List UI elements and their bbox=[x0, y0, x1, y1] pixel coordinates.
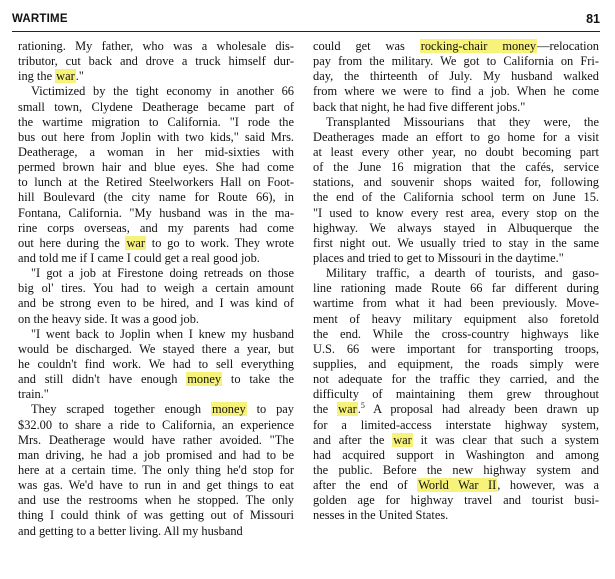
text-line bbox=[18, 327, 294, 342]
footnote-marker: 5 bbox=[360, 401, 365, 411]
line-text: thing I could think of was getting out of Missouri bbox=[18, 508, 294, 523]
text-line bbox=[313, 54, 599, 69]
text-line bbox=[18, 175, 294, 190]
line-text-tail: A proposal had already been drawn up bbox=[364, 402, 599, 417]
highlighted-term: World War II bbox=[418, 478, 497, 493]
line-text: the end of the California school term on June 15. bbox=[313, 190, 599, 205]
line-text: he couldn't find work. We had to sell everything bbox=[18, 356, 294, 371]
line-text: Fontana, California. "My husband was in the ma- bbox=[18, 205, 294, 220]
text-line bbox=[18, 387, 294, 402]
text-line bbox=[18, 100, 294, 115]
line-text: the bbox=[313, 402, 338, 417]
line-text: would be discharged. We stayed there a year, but bbox=[18, 341, 294, 356]
text-line bbox=[313, 281, 599, 296]
text-line bbox=[313, 493, 599, 508]
highlighted-term: war bbox=[393, 432, 412, 447]
text-line bbox=[313, 39, 599, 54]
line-text: permed brown hair and blue eyes. She had come bbox=[18, 160, 294, 175]
line-text: Mrs. Deatherage would have rather avoided. "The bbox=[18, 432, 294, 447]
line-text: tributor, cut back and drove a truck himself dur- bbox=[18, 54, 294, 69]
text-line bbox=[18, 145, 294, 160]
line-text: U.S. 66 were important for transporting troops, bbox=[313, 341, 599, 356]
line-text: line rationing made Route 66 far different during bbox=[313, 281, 599, 296]
line-text: first night out. We usually tried to stay in the same bbox=[313, 235, 599, 250]
text-line bbox=[313, 463, 599, 478]
line-text: highway. We always stayed in Albuquerque the bbox=[313, 220, 599, 235]
text-line bbox=[313, 236, 599, 251]
line-text-after: ." bbox=[75, 69, 84, 84]
text-line bbox=[18, 493, 294, 508]
text-line bbox=[18, 266, 294, 281]
line-text: rine corps overseas, and my parents had come bbox=[18, 220, 294, 235]
text-line bbox=[18, 221, 294, 236]
text-line bbox=[313, 251, 599, 266]
text-line bbox=[18, 296, 294, 311]
highlighted-term: rocking-chair money bbox=[420, 39, 537, 53]
text-line bbox=[313, 130, 599, 145]
text-line bbox=[313, 100, 599, 115]
text-line bbox=[18, 206, 294, 221]
text-line bbox=[313, 221, 599, 236]
line-text-after: —relocation bbox=[537, 39, 600, 53]
line-text: difficulty of maintaining them grew throughout bbox=[313, 387, 599, 402]
text-line bbox=[18, 160, 294, 175]
text-line bbox=[313, 387, 599, 402]
text-line bbox=[18, 69, 294, 84]
line-text: day, the thirteenth of July. My husband walked bbox=[313, 69, 599, 84]
text-line bbox=[313, 206, 599, 221]
text-line bbox=[313, 448, 599, 463]
highlighted-term: money bbox=[211, 402, 246, 417]
text-line bbox=[18, 190, 294, 205]
line-text: after the end of bbox=[313, 478, 418, 493]
highlighted-term: war bbox=[338, 402, 357, 417]
text-line bbox=[313, 327, 599, 342]
text-line bbox=[18, 39, 294, 54]
line-text: and be strong even to be hired, and I was kind of bbox=[18, 296, 294, 311]
text-line bbox=[18, 448, 294, 463]
line-text: Military traffic, a dearth of tourists, and gaso- bbox=[326, 266, 599, 281]
text-line bbox=[18, 433, 294, 448]
line-text: on the heavy side. It was a good job. bbox=[18, 311, 200, 326]
text-line bbox=[18, 357, 294, 372]
text-line bbox=[18, 54, 294, 69]
line-text: Deatherages made an effort to go home for a visit bbox=[313, 129, 599, 144]
line-text: supplies, and equipment, the roads simply were bbox=[313, 356, 599, 371]
line-text: ing the bbox=[18, 69, 56, 84]
text-line bbox=[18, 130, 294, 145]
text-line bbox=[18, 508, 294, 523]
line-text-after: , however, was a bbox=[497, 478, 600, 493]
text-line bbox=[313, 508, 599, 523]
line-text: of the June 16 migration that the cafés, service bbox=[313, 160, 599, 175]
line-text: the public. Before the new highway system and bbox=[313, 462, 599, 477]
line-text: small town, Clydene Deatherage became part of bbox=[18, 99, 294, 114]
text-line bbox=[313, 160, 599, 175]
text-line bbox=[313, 478, 599, 493]
left-text-column bbox=[18, 39, 294, 539]
text-line bbox=[313, 115, 599, 130]
line-text: and after the bbox=[313, 432, 393, 447]
text-line bbox=[18, 312, 294, 327]
line-text: golden age for highway travel and tourist busi- bbox=[313, 493, 599, 508]
line-text: big ol' tires. You had to weigh a certain amount bbox=[18, 281, 294, 296]
text-line bbox=[18, 402, 294, 417]
text-line bbox=[18, 418, 294, 433]
text-line bbox=[18, 342, 294, 357]
line-text: and told me if I came I could get a real good job. bbox=[18, 250, 260, 265]
highlighted-term: war bbox=[56, 69, 75, 84]
text-line bbox=[313, 312, 599, 327]
line-text: "I used to know every rest area, every stop on the bbox=[313, 205, 599, 220]
line-text: stations, and souvenir shops waited for, following bbox=[313, 175, 599, 190]
line-text: bus out here from Joplin with two kids," said Mrs. bbox=[18, 129, 294, 144]
text-line bbox=[313, 266, 599, 281]
line-text: and use the restrooms when he stopped. The only bbox=[18, 493, 294, 508]
line-text: nesses in the United States. bbox=[313, 508, 449, 523]
line-text: to lunch at the Retired Steelworkers Hall on Foot- bbox=[18, 175, 294, 190]
text-line bbox=[313, 433, 599, 448]
text-line bbox=[313, 145, 599, 160]
text-line bbox=[313, 342, 599, 357]
text-line bbox=[18, 463, 294, 478]
line-text: from where we were to find a job. When he come bbox=[313, 84, 599, 99]
text-line bbox=[18, 524, 294, 539]
line-text: $32.00 to share a ride to California, an experience bbox=[18, 417, 294, 432]
line-text: back that night, he had five different jobs." bbox=[313, 99, 526, 114]
line-text: and getting to a better living. All my husband bbox=[18, 523, 243, 538]
text-line bbox=[18, 281, 294, 296]
line-text: the end. While the cross-country highways like bbox=[313, 326, 599, 341]
text-line bbox=[313, 402, 599, 417]
text-line bbox=[313, 418, 599, 433]
line-text: here at a certain time. The only thing he'd stop for bbox=[18, 462, 294, 477]
line-text: pay from the military. We got to California on Fri- bbox=[313, 54, 599, 69]
line-text: not adequate for the traffic they carried, and the bbox=[313, 372, 599, 387]
text-line bbox=[18, 115, 294, 130]
line-text: Victimized by the tight economy in another 66 bbox=[31, 84, 294, 99]
line-text-after: to pay bbox=[246, 402, 294, 417]
line-text: had acquired support in Washington and among bbox=[313, 447, 599, 462]
line-text: ment of heavy military equipment also foretold bbox=[313, 311, 599, 326]
highlighted-term: money bbox=[187, 372, 222, 387]
text-line bbox=[313, 357, 599, 372]
line-text: They scraped together enough bbox=[31, 402, 211, 417]
line-text: places and tried to get to Missouri in the daytime." bbox=[313, 250, 564, 265]
line-text: at least every other year, no doubt becoming part bbox=[313, 144, 599, 159]
right-text-column bbox=[313, 39, 599, 524]
page-number: 81 bbox=[586, 12, 600, 26]
text-line bbox=[313, 69, 599, 84]
line-text-after: to go to work. They wrote bbox=[146, 235, 294, 250]
section-title: WARTIME bbox=[12, 13, 68, 25]
running-header bbox=[12, 11, 600, 32]
line-text: rationing. My father, who was a wholesale dis- bbox=[18, 39, 294, 53]
line-text: for a limited-access interstate highway system, bbox=[313, 417, 599, 432]
line-text: and still didn't have enough bbox=[18, 372, 187, 387]
line-text: "I went back to Joplin when I knew my husband bbox=[31, 326, 294, 341]
line-text: wartime from what it had been previously. Move- bbox=[313, 296, 599, 311]
line-text: was gas. We'd have to run in and get things to eat bbox=[18, 478, 294, 493]
text-line bbox=[18, 372, 294, 387]
text-line bbox=[18, 84, 294, 99]
text-line bbox=[313, 84, 599, 99]
line-text: Deatherage, a woman in her mid-sixties with bbox=[18, 144, 294, 159]
text-line bbox=[313, 175, 599, 190]
text-line bbox=[18, 236, 294, 251]
text-line bbox=[313, 190, 599, 205]
line-text: out here during the bbox=[18, 235, 126, 250]
highlighted-term: war bbox=[126, 235, 146, 250]
line-text: Transplanted Missourians that they were, the bbox=[326, 114, 599, 129]
line-text-after: . bbox=[357, 402, 361, 417]
line-text: "I got a job at Firestone doing retreads on those bbox=[31, 266, 294, 281]
line-text: train." bbox=[18, 387, 49, 402]
text-line bbox=[18, 478, 294, 493]
text-line bbox=[18, 251, 294, 266]
line-text-after: it was clear that such a system bbox=[412, 432, 599, 447]
line-text: could get was bbox=[313, 39, 420, 53]
text-line bbox=[313, 296, 599, 311]
line-text-after: to take the bbox=[222, 372, 294, 387]
text-line bbox=[313, 372, 599, 387]
line-text: man driving, he had a job promised and had to be bbox=[18, 447, 294, 462]
line-text: hill Boulevard (the city name for Route 66), in bbox=[18, 190, 294, 205]
line-text: the wartime migration to California. "I rode the bbox=[18, 114, 294, 129]
